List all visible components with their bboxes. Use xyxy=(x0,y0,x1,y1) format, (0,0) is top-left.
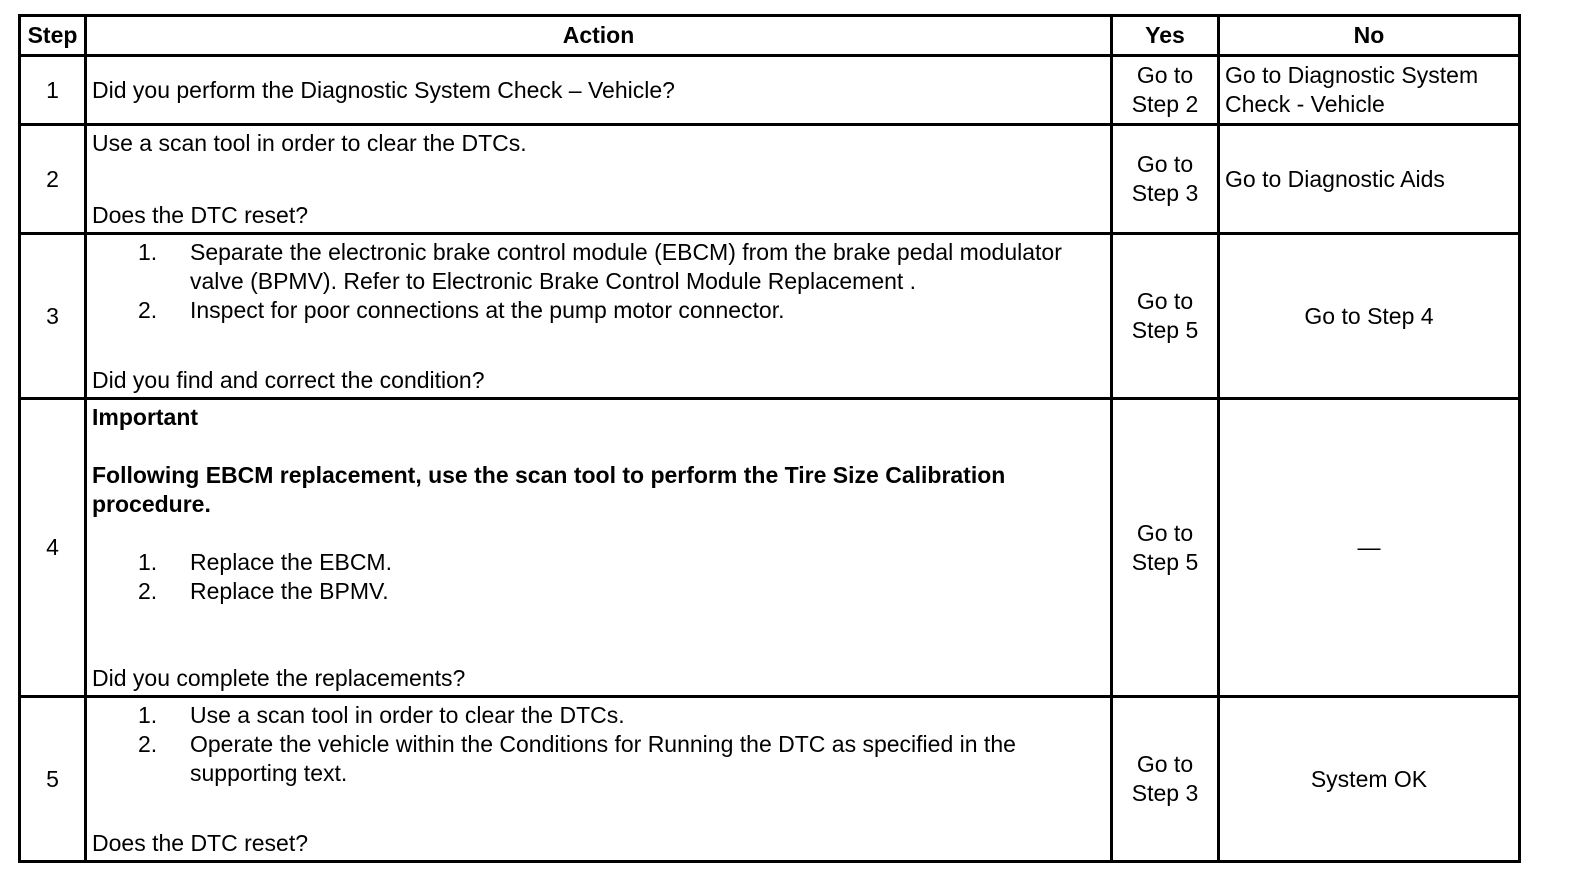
yes-cell xyxy=(1112,697,1219,862)
step-number: 5 xyxy=(20,697,86,862)
yes-line: Step 3 xyxy=(1131,780,1199,806)
step-number: 2 xyxy=(20,125,86,234)
yes-line: Go to xyxy=(1136,751,1194,777)
list-text: Inspect for poor connections at the pump motor connector. xyxy=(190,296,785,323)
action-cell xyxy=(86,234,1112,399)
table-row xyxy=(20,697,1520,862)
action-question: Did you find and correct the condition? xyxy=(92,366,485,393)
no-line: Go to Step 4 xyxy=(1304,302,1434,329)
no-cell xyxy=(1219,697,1520,862)
action-question: Did you complete the replacements? xyxy=(92,664,466,691)
step-number: 4 xyxy=(20,399,86,697)
list-number: 2. xyxy=(138,577,158,604)
yes-line: Go to xyxy=(1136,62,1194,88)
yes-cell xyxy=(1112,56,1219,125)
list-text: Use a scan tool in order to clear the DTCs. xyxy=(190,701,625,728)
yes-line: Step 5 xyxy=(1131,548,1199,575)
action-cell xyxy=(86,56,1112,125)
action-question: Does the DTC reset? xyxy=(92,829,309,856)
action-instruction: Use a scan tool in order to clear the DTCs. xyxy=(92,129,527,156)
table-row xyxy=(20,125,1520,234)
list-item xyxy=(138,296,1105,325)
list-item xyxy=(138,548,1105,577)
action-cell xyxy=(86,125,1112,234)
no-cell xyxy=(1219,56,1520,125)
list-text: Replace the BPMV. xyxy=(190,577,389,604)
no-line: Go to Diagnostic Aids xyxy=(1225,165,1445,192)
header-row xyxy=(20,16,1520,56)
no-cell xyxy=(1219,125,1520,234)
list-item xyxy=(138,730,1105,788)
list-text: Separate the electronic brake control module (EBCM) from the brake pedal modulator valve (BPMV). Refer to Electronic Brake Control Module Replacement . xyxy=(190,238,1062,294)
no-cell xyxy=(1219,234,1520,399)
no-cell xyxy=(1219,399,1520,697)
yes-line: Step 2 xyxy=(1131,91,1199,117)
instruction-list xyxy=(92,238,1105,325)
yes-line: Go to xyxy=(1136,288,1194,314)
instruction-list xyxy=(92,701,1105,788)
no-line: Check - Vehicle xyxy=(1225,91,1385,117)
step-number: 3 xyxy=(20,234,86,399)
header-no: No xyxy=(1219,16,1520,56)
list-text: Operate the vehicle within the Conditions for Running the DTC as specified in the supporting text. xyxy=(190,730,1016,786)
important-note: Following EBCM replacement, use the scan tool to perform the Tire Size Calibration procedure. xyxy=(92,461,1006,517)
list-text: Replace the EBCM. xyxy=(190,548,392,575)
action-cell xyxy=(86,399,1112,697)
yes-line: Go to xyxy=(1136,151,1194,177)
header-yes: Yes xyxy=(1112,16,1219,56)
list-number: 2. xyxy=(138,296,158,323)
no-line: Go to Diagnostic System xyxy=(1225,62,1479,88)
yes-line: Go to xyxy=(1136,519,1194,546)
list-item xyxy=(138,238,1105,296)
header-step: Step xyxy=(20,16,86,56)
list-number: 2. xyxy=(138,730,158,757)
list-number: 1. xyxy=(138,238,158,265)
header-action: Action xyxy=(86,16,1112,56)
list-item xyxy=(138,701,1105,730)
table-row xyxy=(20,56,1520,125)
yes-line: Step 3 xyxy=(1131,180,1199,206)
no-line: System OK xyxy=(1310,765,1428,792)
list-number: 1. xyxy=(138,701,158,728)
action-question: Did you perform the Diagnostic System Check – Vehicle? xyxy=(92,76,675,103)
table-row xyxy=(20,234,1520,399)
no-line: — xyxy=(1357,534,1381,560)
instruction-list xyxy=(92,548,1105,606)
table-row xyxy=(20,399,1520,697)
yes-cell xyxy=(1112,125,1219,234)
list-item xyxy=(138,577,1105,606)
diagnostic-table xyxy=(18,14,1521,863)
list-number: 1. xyxy=(138,548,158,575)
yes-line: Step 5 xyxy=(1131,317,1199,343)
yes-cell xyxy=(1112,234,1219,399)
action-cell xyxy=(86,697,1112,862)
step-number: 1 xyxy=(20,56,86,125)
action-question: Does the DTC reset? xyxy=(92,201,309,228)
important-title: Important xyxy=(92,403,199,430)
yes-cell xyxy=(1112,399,1219,697)
